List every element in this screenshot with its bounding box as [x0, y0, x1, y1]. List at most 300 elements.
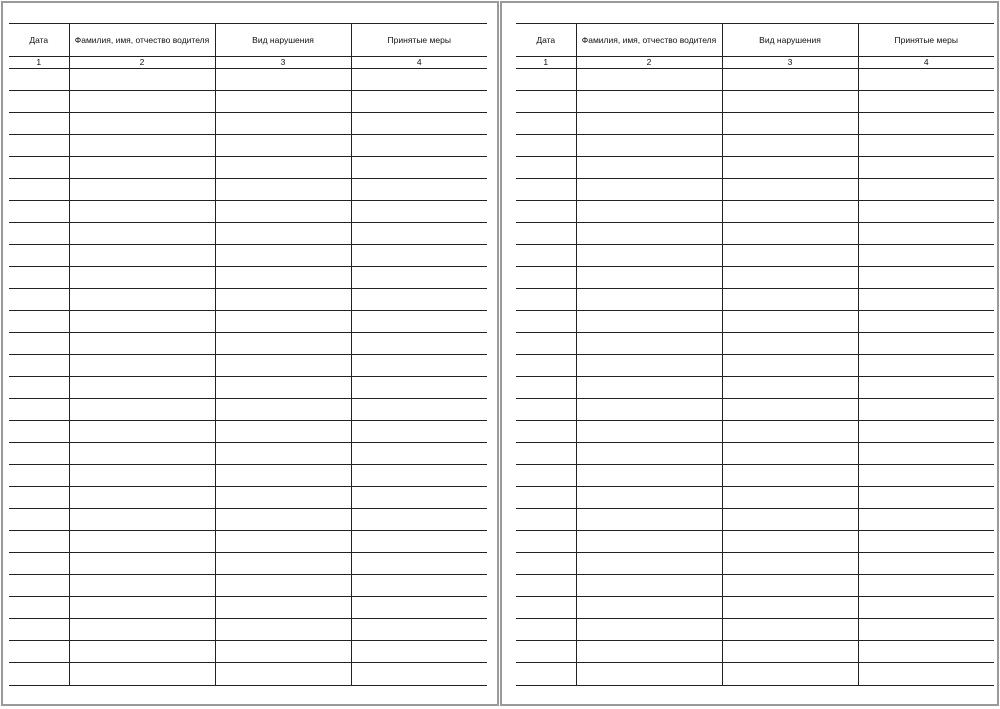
table-cell[interactable] — [215, 267, 351, 289]
table-cell[interactable] — [516, 619, 576, 641]
table-cell[interactable] — [722, 201, 858, 223]
table-cell[interactable] — [516, 465, 576, 487]
table-cell[interactable] — [858, 509, 994, 531]
column-number: 1 — [9, 57, 69, 69]
table-row[interactable] — [516, 333, 994, 355]
table-cell[interactable] — [9, 311, 69, 333]
table-cell[interactable] — [69, 91, 215, 113]
table-cell[interactable] — [351, 641, 487, 663]
table-cell[interactable] — [576, 443, 722, 465]
table-cell[interactable] — [69, 69, 215, 91]
violations-table — [9, 23, 487, 686]
table-cell[interactable] — [722, 157, 858, 179]
left-page — [1, 1, 499, 706]
table-cell[interactable] — [215, 487, 351, 509]
table-cell[interactable] — [9, 267, 69, 289]
table-cell[interactable] — [516, 399, 576, 421]
table-cell[interactable] — [576, 355, 722, 377]
table-cell[interactable] — [722, 575, 858, 597]
table-cell[interactable] — [516, 113, 576, 135]
table-cell[interactable] — [576, 91, 722, 113]
table-cell[interactable] — [69, 135, 215, 157]
table-cell[interactable] — [215, 597, 351, 619]
table-cell[interactable] — [69, 575, 215, 597]
table-cell[interactable] — [516, 663, 576, 686]
header-driver-name: Фамилия, имя, отчество водителя — [69, 24, 215, 57]
table-cell[interactable] — [722, 399, 858, 421]
table-cell[interactable] — [215, 377, 351, 399]
table-cell[interactable] — [722, 553, 858, 575]
table-cell[interactable] — [858, 201, 994, 223]
table-cell[interactable] — [9, 245, 69, 267]
table-cell[interactable] — [858, 223, 994, 245]
table-cell[interactable] — [858, 157, 994, 179]
table-row[interactable] — [9, 553, 487, 575]
table-cell[interactable] — [215, 201, 351, 223]
table-cell[interactable] — [858, 135, 994, 157]
table-cell[interactable] — [351, 267, 487, 289]
table-cell[interactable] — [9, 157, 69, 179]
table-cell[interactable] — [351, 531, 487, 553]
table-cell[interactable] — [722, 289, 858, 311]
table-cell[interactable] — [722, 421, 858, 443]
table-cell[interactable] — [215, 333, 351, 355]
table-cell[interactable] — [576, 289, 722, 311]
table-row[interactable] — [516, 91, 994, 113]
table-row[interactable] — [516, 597, 994, 619]
table-cell[interactable] — [215, 135, 351, 157]
table-cell[interactable] — [69, 509, 215, 531]
table-cell[interactable] — [722, 135, 858, 157]
table-cell[interactable] — [516, 157, 576, 179]
table-cell[interactable] — [351, 399, 487, 421]
table-cell[interactable] — [9, 377, 69, 399]
table-cell[interactable] — [858, 619, 994, 641]
table-cell[interactable] — [858, 531, 994, 553]
table-row[interactable] — [9, 69, 487, 91]
table-cell[interactable] — [215, 311, 351, 333]
table-row[interactable] — [516, 311, 994, 333]
table-cell[interactable] — [215, 223, 351, 245]
table-row[interactable] — [516, 179, 994, 201]
table-cell[interactable] — [69, 619, 215, 641]
table-row[interactable] — [9, 575, 487, 597]
table-cell[interactable] — [576, 113, 722, 135]
table-cell[interactable] — [351, 443, 487, 465]
header-measures-taken: Принятые меры — [858, 24, 994, 57]
table-row[interactable] — [516, 377, 994, 399]
table-cell[interactable] — [722, 509, 858, 531]
table-cell[interactable] — [351, 201, 487, 223]
table-cell[interactable] — [722, 465, 858, 487]
table-cell[interactable] — [351, 245, 487, 267]
table-cell[interactable] — [69, 399, 215, 421]
table-cell[interactable] — [858, 663, 994, 686]
table-cell[interactable] — [215, 289, 351, 311]
table-cell[interactable] — [722, 311, 858, 333]
table-cell[interactable] — [351, 179, 487, 201]
header-date: Дата — [516, 24, 576, 57]
table-cell[interactable] — [215, 113, 351, 135]
table-cell[interactable] — [9, 333, 69, 355]
table-row[interactable] — [9, 619, 487, 641]
table-cell[interactable] — [858, 311, 994, 333]
table-row[interactable] — [516, 69, 994, 91]
table-row[interactable] — [9, 333, 487, 355]
table-cell[interactable] — [516, 531, 576, 553]
table-cell[interactable] — [351, 487, 487, 509]
table-cell[interactable] — [576, 179, 722, 201]
table-row[interactable] — [516, 223, 994, 245]
table-cell[interactable] — [9, 509, 69, 531]
table-cell[interactable] — [858, 575, 994, 597]
table-cell[interactable] — [722, 619, 858, 641]
table-row[interactable] — [9, 289, 487, 311]
table-cell[interactable] — [516, 509, 576, 531]
table-cell[interactable] — [69, 267, 215, 289]
table-cell[interactable] — [351, 113, 487, 135]
table-cell[interactable] — [351, 553, 487, 575]
table-row[interactable] — [9, 157, 487, 179]
table-cell[interactable] — [576, 311, 722, 333]
table-cell[interactable] — [9, 641, 69, 663]
column-number-row — [516, 57, 994, 69]
table-cell[interactable] — [215, 355, 351, 377]
table-cell[interactable] — [9, 113, 69, 135]
table-cell[interactable] — [9, 201, 69, 223]
table-cell[interactable] — [351, 509, 487, 531]
table-cell[interactable] — [69, 179, 215, 201]
table-cell[interactable] — [9, 443, 69, 465]
table-cell[interactable] — [215, 641, 351, 663]
table-cell[interactable] — [576, 487, 722, 509]
table-cell[interactable] — [516, 355, 576, 377]
table-row[interactable] — [9, 465, 487, 487]
table-cell[interactable] — [69, 487, 215, 509]
table-cell[interactable] — [576, 597, 722, 619]
table-row[interactable] — [9, 135, 487, 157]
column-number: 3 — [722, 57, 858, 69]
table-cell[interactable] — [351, 575, 487, 597]
table-cell[interactable] — [858, 421, 994, 443]
table-cell[interactable] — [9, 223, 69, 245]
table-cell[interactable] — [351, 377, 487, 399]
table-row[interactable] — [516, 509, 994, 531]
table-cell[interactable] — [9, 619, 69, 641]
table-cell[interactable] — [69, 289, 215, 311]
table-row[interactable] — [9, 421, 487, 443]
table-cell[interactable] — [215, 465, 351, 487]
table-row[interactable] — [9, 641, 487, 663]
table-cell[interactable] — [351, 465, 487, 487]
table-cell[interactable] — [215, 531, 351, 553]
table-cell[interactable] — [858, 399, 994, 421]
table-cell[interactable] — [576, 201, 722, 223]
table-row[interactable] — [516, 663, 994, 686]
table-cell[interactable] — [722, 223, 858, 245]
table-row[interactable] — [516, 355, 994, 377]
table-cell[interactable] — [516, 487, 576, 509]
table-cell[interactable] — [215, 663, 351, 686]
table-cell[interactable] — [576, 135, 722, 157]
table-cell[interactable] — [722, 355, 858, 377]
table-cell[interactable] — [9, 663, 69, 686]
table-cell[interactable] — [215, 619, 351, 641]
table-row[interactable] — [516, 443, 994, 465]
table-cell[interactable] — [516, 201, 576, 223]
table-cell[interactable] — [215, 509, 351, 531]
table-cell[interactable] — [215, 399, 351, 421]
table-cell[interactable] — [351, 91, 487, 113]
table-cell[interactable] — [69, 553, 215, 575]
table-cell[interactable] — [576, 553, 722, 575]
table-row[interactable] — [516, 399, 994, 421]
header-row — [516, 24, 994, 57]
table-cell[interactable] — [858, 377, 994, 399]
table-row[interactable] — [9, 311, 487, 333]
table-row[interactable] — [9, 531, 487, 553]
table-cell[interactable] — [858, 487, 994, 509]
table-row[interactable] — [9, 399, 487, 421]
table-cell[interactable] — [215, 91, 351, 113]
table-cell[interactable] — [351, 355, 487, 377]
table-cell[interactable] — [858, 355, 994, 377]
table-cell[interactable] — [722, 69, 858, 91]
table-cell[interactable] — [722, 487, 858, 509]
table-row[interactable] — [9, 91, 487, 113]
table-row[interactable] — [9, 663, 487, 686]
table-cell[interactable] — [9, 465, 69, 487]
table-cell[interactable] — [722, 641, 858, 663]
table-cell[interactable] — [9, 597, 69, 619]
table-cell[interactable] — [576, 575, 722, 597]
table-cell[interactable] — [215, 443, 351, 465]
table-cell[interactable] — [69, 333, 215, 355]
table-cell[interactable] — [576, 333, 722, 355]
table-cell[interactable] — [576, 509, 722, 531]
table-cell[interactable] — [69, 465, 215, 487]
table-cell[interactable] — [215, 157, 351, 179]
table-cell[interactable] — [69, 113, 215, 135]
table-cell[interactable] — [516, 69, 576, 91]
table-cell[interactable] — [576, 641, 722, 663]
table-cell[interactable] — [9, 135, 69, 157]
table-row[interactable] — [9, 179, 487, 201]
table-row[interactable] — [516, 135, 994, 157]
table-row[interactable] — [516, 487, 994, 509]
table-row[interactable] — [516, 201, 994, 223]
table-cell[interactable] — [69, 597, 215, 619]
table-cell[interactable] — [576, 267, 722, 289]
table-row[interactable] — [9, 509, 487, 531]
table-cell[interactable] — [69, 201, 215, 223]
table-cell[interactable] — [722, 113, 858, 135]
header-violation-type: Вид нарушения — [722, 24, 858, 57]
table-cell[interactable] — [351, 421, 487, 443]
table-cell[interactable] — [69, 311, 215, 333]
table-cell[interactable] — [351, 289, 487, 311]
table-cell[interactable] — [516, 223, 576, 245]
table-cell[interactable] — [351, 157, 487, 179]
table-cell[interactable] — [69, 223, 215, 245]
table-row[interactable] — [516, 619, 994, 641]
table-cell[interactable] — [9, 399, 69, 421]
table-cell[interactable] — [215, 179, 351, 201]
header-driver-name: Фамилия, имя, отчество водителя — [576, 24, 722, 57]
table-cell[interactable] — [9, 553, 69, 575]
table-cell[interactable] — [69, 245, 215, 267]
table-row[interactable] — [516, 267, 994, 289]
table-cell[interactable] — [516, 135, 576, 157]
table-cell[interactable] — [516, 245, 576, 267]
table-cell[interactable] — [858, 641, 994, 663]
violations-table — [516, 23, 994, 686]
table-cell[interactable] — [722, 663, 858, 686]
table-cell[interactable] — [516, 443, 576, 465]
table-cell[interactable] — [9, 179, 69, 201]
table-cell[interactable] — [215, 575, 351, 597]
table-row[interactable] — [516, 245, 994, 267]
table-cell[interactable] — [516, 641, 576, 663]
table-cell[interactable] — [69, 157, 215, 179]
table-row[interactable] — [9, 355, 487, 377]
table-cell[interactable] — [69, 355, 215, 377]
table-cell[interactable] — [516, 575, 576, 597]
table-cell[interactable] — [858, 333, 994, 355]
table-row[interactable] — [516, 465, 994, 487]
table-cell[interactable] — [576, 399, 722, 421]
table-cell[interactable] — [351, 619, 487, 641]
table-cell[interactable] — [351, 597, 487, 619]
table-row[interactable] — [516, 421, 994, 443]
table-cell[interactable] — [9, 531, 69, 553]
table-cell[interactable] — [351, 333, 487, 355]
header-row — [9, 24, 487, 57]
table-cell[interactable] — [9, 421, 69, 443]
table-cell[interactable] — [576, 619, 722, 641]
table-cell[interactable] — [858, 179, 994, 201]
table-cell[interactable] — [351, 663, 487, 686]
table-cell[interactable] — [516, 377, 576, 399]
table-cell[interactable] — [9, 575, 69, 597]
table-cell[interactable] — [516, 91, 576, 113]
table-cell[interactable] — [516, 267, 576, 289]
table-cell[interactable] — [722, 597, 858, 619]
table-row[interactable] — [516, 641, 994, 663]
table-row[interactable] — [9, 487, 487, 509]
table-cell[interactable] — [576, 223, 722, 245]
table-cell[interactable] — [215, 421, 351, 443]
table-row[interactable] — [9, 597, 487, 619]
table-cell[interactable] — [9, 91, 69, 113]
table-cell[interactable] — [722, 333, 858, 355]
table-cell[interactable] — [215, 245, 351, 267]
table-cell[interactable] — [9, 69, 69, 91]
column-number: 4 — [351, 57, 487, 69]
table-cell[interactable] — [516, 311, 576, 333]
table-cell[interactable] — [858, 443, 994, 465]
table-cell[interactable] — [858, 113, 994, 135]
table-cell[interactable] — [9, 355, 69, 377]
table-cell[interactable] — [351, 223, 487, 245]
table-row[interactable] — [9, 377, 487, 399]
table-cell[interactable] — [722, 267, 858, 289]
table-cell[interactable] — [516, 553, 576, 575]
table-cell[interactable] — [858, 267, 994, 289]
header-violation-type: Вид нарушения — [215, 24, 351, 57]
table-cell[interactable] — [576, 421, 722, 443]
table-row[interactable] — [516, 289, 994, 311]
table-cell[interactable] — [351, 69, 487, 91]
table-row[interactable] — [9, 223, 487, 245]
table-cell[interactable] — [69, 377, 215, 399]
table-cell[interactable] — [516, 179, 576, 201]
table-row[interactable] — [516, 157, 994, 179]
table-cell[interactable] — [351, 311, 487, 333]
table-cell[interactable] — [576, 465, 722, 487]
table-row[interactable] — [9, 443, 487, 465]
table-cell[interactable] — [858, 69, 994, 91]
table-row[interactable] — [516, 553, 994, 575]
table-cell[interactable] — [351, 135, 487, 157]
table-row[interactable] — [9, 201, 487, 223]
table-cell[interactable] — [9, 487, 69, 509]
table-cell[interactable] — [576, 377, 722, 399]
table-row[interactable] — [516, 575, 994, 597]
table-cell[interactable] — [722, 531, 858, 553]
table-cell[interactable] — [576, 531, 722, 553]
table-row[interactable] — [516, 531, 994, 553]
table-cell[interactable] — [722, 377, 858, 399]
table-cell[interactable] — [576, 69, 722, 91]
column-number-row — [9, 57, 487, 69]
table-cell[interactable] — [722, 91, 858, 113]
table-cell[interactable] — [858, 465, 994, 487]
table-row[interactable] — [9, 113, 487, 135]
table-row[interactable] — [9, 267, 487, 289]
table-cell[interactable] — [516, 421, 576, 443]
table-cell[interactable] — [858, 289, 994, 311]
column-number: 2 — [69, 57, 215, 69]
table-cell[interactable] — [858, 245, 994, 267]
table-cell[interactable] — [858, 553, 994, 575]
column-number: 4 — [858, 57, 994, 69]
table-cell[interactable] — [722, 245, 858, 267]
table-cell[interactable] — [576, 157, 722, 179]
table-cell[interactable] — [69, 531, 215, 553]
table-cell[interactable] — [722, 443, 858, 465]
table-cell[interactable] — [516, 289, 576, 311]
header-measures-taken: Принятые меры — [351, 24, 487, 57]
table-cell[interactable] — [722, 179, 858, 201]
table-cell[interactable] — [516, 333, 576, 355]
table-cell[interactable] — [69, 443, 215, 465]
table-cell[interactable] — [215, 553, 351, 575]
table-cell[interactable] — [858, 91, 994, 113]
table-cell[interactable] — [858, 597, 994, 619]
table-cell[interactable] — [576, 663, 722, 686]
table-cell[interactable] — [69, 421, 215, 443]
table-row[interactable] — [9, 245, 487, 267]
table-cell[interactable] — [516, 597, 576, 619]
header-date: Дата — [9, 24, 69, 57]
table-cell[interactable] — [69, 663, 215, 686]
table-cell[interactable] — [215, 69, 351, 91]
table-cell[interactable] — [576, 245, 722, 267]
table-cell[interactable] — [69, 641, 215, 663]
table-cell[interactable] — [9, 289, 69, 311]
table-row[interactable] — [516, 113, 994, 135]
